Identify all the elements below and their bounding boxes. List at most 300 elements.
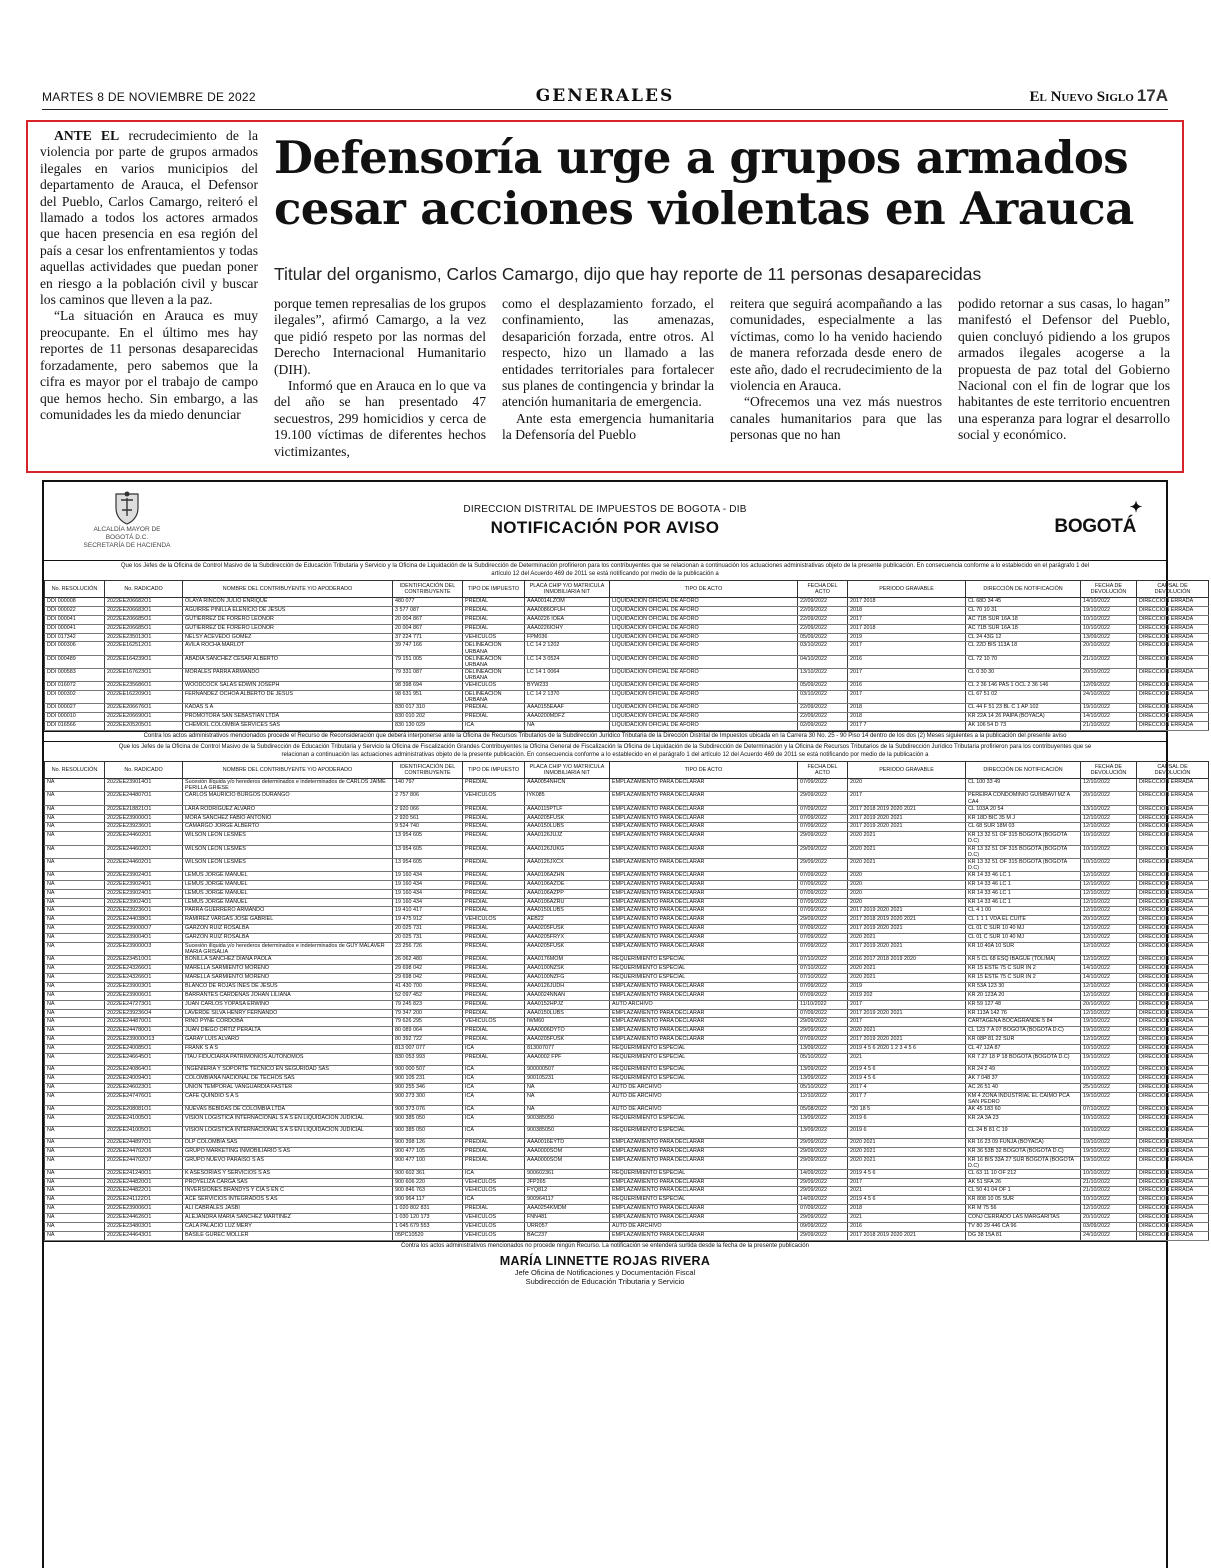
table-cell: 07/09/2022	[798, 991, 848, 1000]
table-row	[45, 1223, 1209, 1232]
table-cell: ICA	[463, 1196, 525, 1205]
table-cell: 12/10/2022	[1081, 943, 1137, 956]
table-cell: 1 030 120 173	[393, 1214, 463, 1223]
table-cell: 07/09/2022	[798, 880, 848, 889]
table-cell: EMPLAZAMIENTO PARA DECLARAR	[610, 823, 798, 832]
table-cell: 20/10/2022	[1081, 1214, 1137, 1223]
table-cell: PREDIAL	[463, 1036, 525, 1045]
table-cell: 19 410 417	[393, 907, 463, 916]
table-cell: VISION LOGISTICA INTERNACIONAL S A S EN LIQUIDACIÓN JUDICIAL	[183, 1114, 393, 1126]
table-cell: 10/10/2022	[1081, 624, 1137, 633]
table-cell: DIRECCIÓN ERRADA	[1137, 814, 1209, 823]
notice-table-1	[44, 580, 1209, 731]
column-header: FECHA DE DEVOLUCIÓN	[1081, 581, 1137, 598]
table-cell: 2022EE244643O1	[105, 1231, 183, 1240]
table-row	[45, 858, 1209, 871]
table-cell: DELINEACIÓN URBANA	[463, 642, 525, 655]
table-cell: 2022EE162209O1	[105, 690, 183, 703]
table-cell: 2 920 066	[393, 805, 463, 814]
table-cell: REQUERIMIENTO ESPECIAL	[610, 956, 798, 965]
headline-line-2: cesar acciones violentas en Arauca	[274, 182, 1134, 235]
table-cell: VEHICULOS	[463, 916, 525, 925]
table-cell: DIRECCIÓN ERRADA	[1137, 1065, 1209, 1074]
table-cell: VEHICULOS	[463, 1231, 525, 1240]
table-cell: DIRECCIÓN ERRADA	[1137, 898, 1209, 907]
table-cell: DIRECCIÓN ERRADA	[1137, 1231, 1209, 1240]
table-cell: CL 47 12A 87	[966, 1045, 1081, 1054]
table-cell: DIRECCIÓN ERRADA	[1137, 907, 1209, 916]
table-cell: CL 67 51 02	[966, 690, 1081, 703]
table-cell: PREDIAL	[463, 965, 525, 974]
table-row	[45, 832, 1209, 845]
table-cell: 29/09/2022	[798, 1138, 848, 1147]
table-cell: 2019	[848, 982, 966, 991]
table-cell: DIRECCIÓN ERRADA	[1137, 965, 1209, 974]
table-cell: DDI 016566	[45, 721, 105, 730]
article-column-3	[502, 296, 714, 444]
table-cell: DDI 000022	[45, 606, 105, 615]
table-cell: FERNANDEZ OCHOA ALBERTO DE JESÚS	[183, 690, 393, 703]
article-paragraph: porque temen represalias de los grupos ilegales”, afirmó Camargo, a la vez que pidió respeto por las normas del Derecho Internacional Humanitario (DIH).	[274, 296, 486, 377]
table-cell: 07/09/2022	[798, 907, 848, 916]
table-row	[45, 991, 1209, 1000]
table-cell: NA	[45, 1196, 105, 1205]
table-cell: AAA0106AZPP	[525, 889, 610, 898]
table-cell: LIQUIDACIÓN OFICIAL DE AFORO	[610, 642, 798, 655]
table-cell: EMPLAZAMIENTO PARA DECLARAR	[610, 779, 798, 792]
table-cell: 2022EE247476O1	[105, 1092, 183, 1105]
table-cell: NA	[45, 1126, 105, 1138]
table-cell: VEHICULOS	[463, 1214, 525, 1223]
table-cell: 21/10/2022	[1081, 1187, 1137, 1196]
table-cell: 2022EE206685O1	[105, 615, 183, 624]
table-cell: DIRECCIÓN ERRADA	[1137, 712, 1209, 721]
table-cell: 26 062 480	[393, 956, 463, 965]
table-cell: CARTAGENA BOCAGRANDE 5 84	[966, 1018, 1081, 1027]
table-cell: 19/10/2022	[1081, 1053, 1137, 1065]
table-cell: MORALES PARRA ARMANDO	[183, 668, 393, 681]
table-cell: AAA0200MDFZ	[525, 712, 610, 721]
table-cell: DIRECCIÓN ERRADA	[1137, 642, 1209, 655]
column-header: PERIODO GRAVABLE	[848, 762, 966, 779]
table-cell: PREDIAL	[463, 598, 525, 607]
table-cell: 19/10/2022	[1081, 1018, 1137, 1027]
table-cell: 2022EE206676O1	[105, 704, 183, 713]
table-cell: 2022EE239006O1	[105, 1205, 183, 1214]
table-cell: 2022EE239006O1	[105, 991, 183, 1000]
table-cell: 2022EE240085O1	[105, 1045, 183, 1054]
table-cell: 2017 2019 2020 2021	[848, 943, 966, 956]
table-cell: LIQUIDACIÓN OFICIAL DE AFORO	[610, 712, 798, 721]
table-cell: PREDIAL	[463, 991, 525, 1000]
table-cell: REQUERIMIENTO ESPECIAL	[610, 1074, 798, 1083]
table-cell: PREDIAL	[463, 871, 525, 880]
table-cell: 900 477 100	[393, 1156, 463, 1169]
table-cell: PREDIAL	[463, 956, 525, 965]
table-cell: CAFE QUINDIO S A S	[183, 1092, 393, 1105]
table-cell: DIRECCIÓN ERRADA	[1137, 1214, 1209, 1223]
table-cell: AAA0150LUBS	[525, 823, 610, 832]
table-cell: NA	[45, 991, 105, 1000]
table-cell: DDI 000008	[45, 598, 105, 607]
table-cell: 900 606 220	[393, 1178, 463, 1187]
table-cell: 900 105 231	[393, 1074, 463, 1083]
table-cell: EMPLAZAMIENTO PARA DECLARAR	[610, 916, 798, 925]
table-cell: 830 053 993	[393, 1053, 463, 1065]
table-cell: NA	[45, 792, 105, 805]
table-cell: AAA0152HPJZ	[525, 1000, 610, 1009]
table-row	[45, 1053, 1209, 1065]
table-cell: DIRECCIÓN ERRADA	[1137, 1018, 1209, 1027]
table-cell: 23 256 726	[393, 943, 463, 956]
table-cell: CL 103A 20 54	[966, 805, 1081, 814]
table-cell: PREDIAL	[463, 880, 525, 889]
table-cell: 2020 2021	[848, 845, 966, 858]
column-header: PLACA CHIP Y/O MATRICULA INMOBILIARIA NIT	[525, 762, 610, 779]
table-cell: 12/10/2022	[1081, 907, 1137, 916]
table-cell: NA	[45, 1018, 105, 1027]
table-row	[45, 704, 1209, 713]
table-cell: NA	[45, 898, 105, 907]
table-cell: 20 025 731	[393, 925, 463, 934]
table-cell: 79 331 087	[393, 668, 463, 681]
table-cell: 07/10/2022	[798, 956, 848, 965]
table-cell: 29 698 042	[393, 965, 463, 974]
table-cell: 2016 2017 2018 2019 2020	[848, 956, 966, 965]
table-cell: VEHICULOS	[463, 1187, 525, 1196]
table-cell: LIQUIDACIÓN OFICIAL DE AFORO	[610, 615, 798, 624]
table-cell: DIRECCIÓN ERRADA	[1137, 916, 1209, 925]
table-cell: REQUERIMIENTO ESPECIAL	[610, 1053, 798, 1065]
table-cell: 2020	[848, 779, 966, 792]
table-cell: DIRECCIÓN ERRADA	[1137, 880, 1209, 889]
table-cell: KR M 75 56	[966, 1205, 1081, 1214]
table-cell: 2022EE244702O7	[105, 1156, 183, 1169]
table-cell: CL 24 43G 12	[966, 633, 1081, 642]
table-cell: 2022EE247273O1	[105, 1000, 183, 1009]
table-cell: DIRECCIÓN ERRADA	[1137, 1147, 1209, 1156]
table-cell: 29/09/2022	[798, 1027, 848, 1036]
table-cell: LIQUIDACIÓN OFICIAL DE AFORO	[610, 721, 798, 730]
table-cell: EMPLAZAMIENTO PARA DECLARAR	[610, 805, 798, 814]
table-row	[45, 615, 1209, 624]
table-cell: ICA	[463, 1092, 525, 1105]
table-cell: AAA0176MOM	[525, 956, 610, 965]
table-cell: PREDIAL	[463, 823, 525, 832]
table-cell: KR 36 53B 32 BOGOTA (BOGOTA D.C)	[966, 1147, 1081, 1156]
table-cell: 900 255 346	[393, 1083, 463, 1092]
table-cell: VEHICULOS	[463, 633, 525, 642]
table-cell: 2020 2021	[848, 1138, 966, 1147]
table-cell: NA	[45, 956, 105, 965]
table-cell: DIRECCIÓN ERRADA	[1137, 823, 1209, 832]
table-cell: AC 71B SUR 16A 18	[966, 624, 1081, 633]
table-cell: NA	[45, 1036, 105, 1045]
table-cell: LC 14 2 1370	[525, 690, 610, 703]
table-cell: DIRECCIÓN ERRADA	[1137, 721, 1209, 730]
newspaper-name	[1030, 86, 1169, 106]
table-cell: EMPLAZAMIENTO PARA DECLARAR	[610, 1138, 798, 1147]
table-cell: 3 577 087	[393, 606, 463, 615]
table-cell: 2017	[848, 1018, 966, 1027]
table-cell: 2022EE243266O1	[105, 965, 183, 974]
table-cell: 813 007 077	[393, 1045, 463, 1054]
table-cell: 07/09/2022	[798, 943, 848, 956]
table-row	[45, 907, 1209, 916]
article-column-5	[958, 296, 1170, 444]
table-cell: 2019 6	[848, 1126, 966, 1138]
table-cell: 20 025 731	[393, 934, 463, 943]
column-header: CAUSAL DE DEVOLUCIÓN	[1137, 762, 1209, 779]
table-row	[45, 1126, 1209, 1138]
table-cell: 10/10/2022	[1081, 1074, 1137, 1083]
table-row	[45, 642, 1209, 655]
table-cell: KR 59 127 48	[966, 1000, 1081, 1009]
table-cell: 29/09/2022	[798, 1214, 848, 1223]
table-cell: 2017 2018	[848, 624, 966, 633]
table-cell: 07/09/2022	[798, 1009, 848, 1018]
table-cell: PREDIAL	[463, 615, 525, 624]
table-cell: 2020	[848, 898, 966, 907]
table-cell: 21/10/2022	[1081, 655, 1137, 668]
table-cell: 13/09/2022	[1081, 633, 1137, 642]
table-cell: 29 698 042	[393, 973, 463, 982]
table-cell: 1 020 802 831	[393, 1205, 463, 1214]
table-cell: 2022EE244626O1	[105, 1214, 183, 1223]
table-cell: KR 08P 81 22 SUR	[966, 1036, 1081, 1045]
table-cell: 10/10/2022	[1081, 1196, 1137, 1205]
table-cell: PREDIAL	[463, 943, 525, 956]
table-cell: 2017 2018 2019 2020 2021	[848, 916, 966, 925]
table-cell: 2022EE239000O7	[105, 925, 183, 934]
table-cell: AGUIRRE PINILLA ELENICIO DE JESUS	[183, 606, 393, 615]
table-cell: 12/10/2022	[1081, 956, 1137, 965]
table-cell: 05/08/2022	[798, 1105, 848, 1114]
table-cell: CL 01 C SUR 10 40 MJ	[966, 925, 1081, 934]
table-cell: 2017 2018 2019 2020 2021	[848, 805, 966, 814]
table-cell: KR 113A 142 76	[966, 1009, 1081, 1018]
table-cell: NA	[45, 805, 105, 814]
table-cell: 2022EE239014O1	[105, 779, 183, 792]
column-header: FECHA DEL ACTO	[798, 581, 848, 598]
table-cell: DIRECCIÓN ERRADA	[1137, 934, 1209, 943]
table-cell: 2019 4 5 6	[848, 1196, 966, 1205]
table-cell: NA	[45, 832, 105, 845]
table-cell: KR 14 33 46 LC 1	[966, 889, 1081, 898]
table-cell: CONJ CERRADO LAS MARGARITAS	[966, 1214, 1081, 1223]
table-cell: 29/09/2022	[798, 1187, 848, 1196]
table-cell: 20/10/2022	[1081, 642, 1137, 655]
table-cell: NA	[45, 889, 105, 898]
table-cell: AAA0024NNAN	[525, 991, 610, 1000]
table-cell: AAA0000SOM	[525, 1147, 610, 1156]
table-cell: NA	[45, 1114, 105, 1126]
table-cell: 07/09/2022	[798, 1205, 848, 1214]
table-cell: 830 010 202	[393, 712, 463, 721]
table-row	[45, 633, 1209, 642]
column-header: CAUSAL DE DEVOLUCIÓN	[1137, 581, 1209, 598]
table-cell: 2019 202	[848, 991, 966, 1000]
table-cell: 140 797	[393, 779, 463, 792]
table-cell: PARRA GUERRERO ARMANDO	[183, 907, 393, 916]
table-cell: REQUERIMIENTO ESPECIAL	[610, 1045, 798, 1054]
column-header: No. RADICADO	[105, 762, 183, 779]
table-cell: KR 13 32 51 OF 315 BOGOTA (BOGOTA D.C)	[966, 832, 1081, 845]
table-cell: 2022EE244807O1	[105, 792, 183, 805]
table-cell: 14/09/2022	[798, 1169, 848, 1178]
table-cell: CL 63 11 10 OF 212	[966, 1169, 1081, 1178]
table-cell: BYW233	[525, 682, 610, 691]
column-header: No. RESOLUCIÓN	[45, 581, 105, 598]
table-cell: 830 017 310	[393, 704, 463, 713]
table-cell: 900 273 300	[393, 1092, 463, 1105]
table-cell: KR 16 23 09 FUNJA (BOYACA)	[966, 1138, 1081, 1147]
table-row	[45, 1000, 1209, 1009]
table-cell: CALA PALACIO LUZ MERY	[183, 1223, 393, 1232]
table-cell: 2017 4	[848, 1083, 966, 1092]
table-cell: 900000507	[525, 1065, 610, 1074]
table-cell: DIRECCIÓN ERRADA	[1137, 598, 1209, 607]
table-cell: 03/10/2022	[798, 642, 848, 655]
table-cell: JUAN CARLOS YOPASA ERWINO	[183, 1000, 393, 1009]
table-cell: AAA0254KMDM	[525, 1205, 610, 1214]
table-cell: 2020 2021	[848, 973, 966, 982]
table-cell: AUTO DE ARCHIVO	[610, 1223, 798, 1232]
table-row	[45, 690, 1209, 703]
table-row	[45, 956, 1209, 965]
table-cell: RINO PYNE CORDOBA	[183, 1018, 393, 1027]
table-cell: AAA0016EYTD	[525, 1138, 610, 1147]
table-cell: 12/10/2022	[1081, 1009, 1137, 1018]
table-cell: 900 398 126	[393, 1138, 463, 1147]
table-cell: PREDIAL	[463, 858, 525, 871]
lead-text: recrudecimiento de la violencia por parte de grupos armados ilegales en varios municipios del departamento de Arauca, el Defensor del Pueblo, Carlos Camargo, reiteró el llamado a todos los actores armados que hacen presencia en esa región del país a cesar los enfrentamientos y todas aquellas actividades que puedan poner en riesgo a la población civil y buscar los caminos que lleven a la paz.	[40, 128, 258, 308]
table-cell: AAA0126JUKG	[525, 845, 610, 858]
table-cell: DIRECCIÓN ERRADA	[1137, 925, 1209, 934]
table-cell: LAVERDE SILVA HENRY FERNANDO	[183, 1009, 393, 1018]
table-cell: AAA0155EAAF	[525, 704, 610, 713]
table-cell: EMPLAZAMIENTO PARA DECLARAR	[610, 898, 798, 907]
table-cell: 2021	[848, 1053, 966, 1065]
table-row	[45, 925, 1209, 934]
table-cell: LEMUS JORGE MANUEL	[183, 871, 393, 880]
article-paragraph: “La situación en Arauca es muy preocupante. En el último mes hay reportes de 11 personas desaparecidas forzadamente, pero sabemos que la cifra es mayor por el trabajo de campo que hemos hecho. Sin embargo, a las comunidades les da miedo denunciar	[40, 308, 258, 422]
table-row	[45, 845, 1209, 858]
table-cell: 22/09/2022	[798, 624, 848, 633]
table-cell: NA	[45, 1138, 105, 1147]
table-cell: 07/09/2022	[798, 934, 848, 943]
table-cell: PREDIAL	[463, 925, 525, 934]
table-cell: PREDIAL	[463, 779, 525, 792]
table-row	[45, 668, 1209, 681]
table-row	[45, 1009, 1209, 1018]
no-appeal-notice: Contra los actos administrativos mencionados no procede ningún Recurso. La notificación se entenderá surtida desde la fecha de la presente publicación	[44, 1241, 1166, 1252]
table-cell: 2019 4 5 6	[848, 1074, 966, 1083]
table-cell: CL 68 SUR 18M 03	[966, 823, 1081, 832]
table-row	[45, 779, 1209, 792]
table-cell: 07/09/2022	[798, 823, 848, 832]
table-cell: NA	[45, 1231, 105, 1240]
table-cell: ICA	[463, 1065, 525, 1074]
table-cell: DIRECCIÓN ERRADA	[1137, 956, 1209, 965]
table-cell: FRANK S A S	[183, 1045, 393, 1054]
table-cell: 2022EE239024O1	[105, 898, 183, 907]
table-cell: DIRECCIÓN ERRADA	[1137, 779, 1209, 792]
table-cell: 2017	[848, 1178, 966, 1187]
table-cell: 19/10/2022	[1081, 1138, 1137, 1147]
table-cell: VEHICULOS	[463, 1018, 525, 1027]
table-cell: 900 602 361	[393, 1169, 463, 1178]
table-cell: EMPLAZAMIENTO PARA DECLARAR	[610, 1018, 798, 1027]
table-row	[45, 1036, 1209, 1045]
table-cell: AK 7 048 37	[966, 1074, 1081, 1083]
table-cell: 900385050	[525, 1126, 610, 1138]
table-cell: 09/09/2022	[798, 1223, 848, 1232]
table-cell: NA	[525, 1105, 610, 1114]
table-cell: JFP265	[525, 1178, 610, 1187]
article-paragraph: como el desplazamiento forzado, el confinamiento, las amenazas, desaparición forzada, entre otros. Al respecto, hizo un llamado a las entidades territoriales para fortalecer sus planes de contingencia y brindar la atención humanitaria de emergencia.	[502, 296, 714, 410]
table-cell: 14/10/2022	[1081, 973, 1137, 982]
table-cell: EMPLAZAMIENTO PARA DECLARAR	[610, 845, 798, 858]
paper-title: El Nuevo Siglo	[1029, 89, 1134, 105]
table-cell: AK 106 54 D 73	[966, 721, 1081, 730]
table-cell: EMPLAZAMIENTO PARA DECLARAR	[610, 1009, 798, 1018]
table-cell: 07/09/2022	[798, 982, 848, 991]
table-cell: 2022EE244822O1	[105, 1187, 183, 1196]
table-cell: 13/10/2022	[798, 668, 848, 681]
table-cell: NA	[45, 1027, 105, 1036]
table-cell: 98 631 951	[393, 690, 463, 703]
table-row	[45, 1045, 1209, 1054]
table-cell: 2022EE244602O1	[105, 845, 183, 858]
table-cell: VEHICULOS	[463, 1178, 525, 1187]
table-cell: DDI 017342	[45, 633, 105, 642]
table-cell: UNION TEMPORAL VANGUARDIA FASTER	[183, 1083, 393, 1092]
table-cell: 2020 2021	[848, 1156, 966, 1169]
table-cell: KADAS S A	[183, 704, 393, 713]
table-cell: 12/10/2022	[1081, 889, 1137, 898]
table-cell: 10/10/2022	[1081, 845, 1137, 858]
column-header: PLACA CHIP Y/O MATRICULA INMOBILIARIA NIT	[525, 581, 610, 598]
table-row	[45, 721, 1209, 730]
table-cell: 13 954 605	[393, 858, 463, 871]
table-cell: 22/09/2022	[798, 615, 848, 624]
table-cell: ACE SERVICIOS INTEGRADOS S AS	[183, 1196, 393, 1205]
table-cell: FNN481	[525, 1214, 610, 1223]
table-cell: 2022EE241005O1	[105, 1114, 183, 1126]
table-cell: 2022EE241240O1	[105, 1169, 183, 1178]
table-cell: NA	[45, 1178, 105, 1187]
table-cell: NA	[45, 1045, 105, 1054]
table-cell: KR 13 32 51 OF 315 BOGOTA (BOGOTA D.C)	[966, 858, 1081, 871]
table-cell: DELINEACIÓN URBANA	[463, 668, 525, 681]
table-row	[45, 1214, 1209, 1223]
table-cell: BLANCO DE ROJAS INES DE JESUS	[183, 982, 393, 991]
table-cell: ALEJANDRA MARIA SANCHEZ MARTINEZ	[183, 1214, 393, 1223]
column-header: No. RESOLUCIÓN	[45, 762, 105, 779]
table-cell: 12/10/2022	[1081, 934, 1137, 943]
column-header: DIRECCIÓN DE NOTIFICACIÓN	[966, 581, 1081, 598]
table-cell: 12/10/2022	[1081, 823, 1137, 832]
notice-header	[44, 482, 1166, 560]
table-cell: EMPLAZAMIENTO PARA DECLARAR	[610, 880, 798, 889]
table-cell: KR 53A 123 30	[966, 982, 1081, 991]
table-cell: REQUERIMIENTO ESPECIAL	[610, 965, 798, 974]
table-cell: EMPLAZAMIENTO PARA DECLARAR	[610, 1147, 798, 1156]
table-cell: AAA0150LUBS	[525, 1009, 610, 1018]
table-cell: ICA	[463, 1105, 525, 1114]
subtitle: Titular del organismo, Carlos Camargo, dijo que hay reporte de 11 personas desaparecidas	[274, 264, 982, 284]
